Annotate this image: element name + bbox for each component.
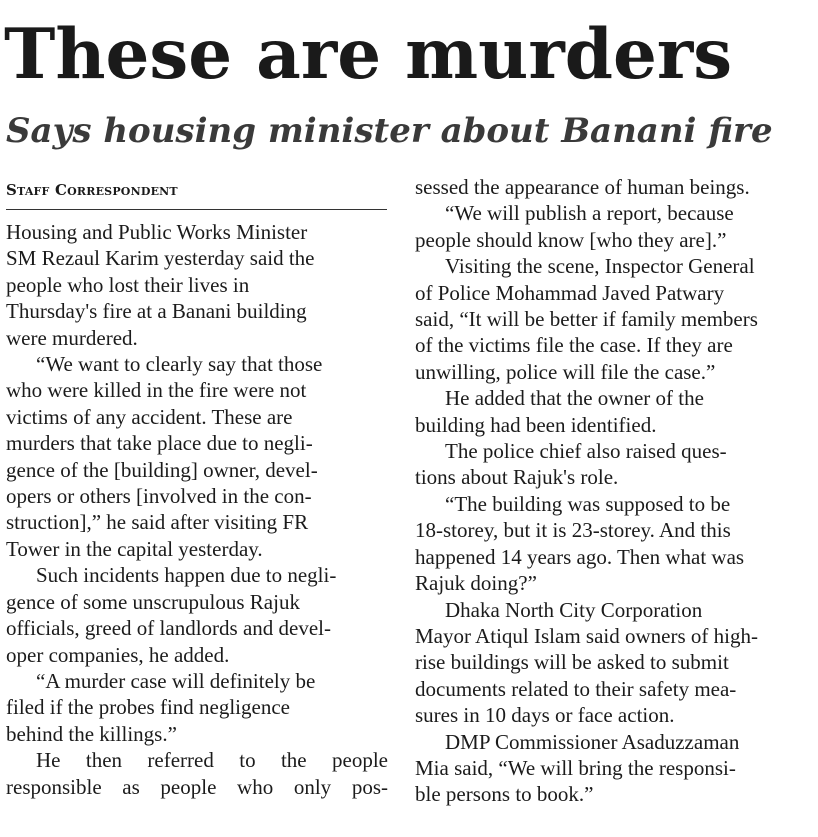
text-line: He added that the owner of the (445, 386, 704, 411)
paragraph (6, 668, 388, 747)
paragraph (6, 747, 388, 800)
text-line: DMP Commissioner Asaduzzaman (445, 729, 740, 754)
text-line: filed if the probes find negligence (6, 695, 290, 720)
paragraph (6, 219, 388, 351)
paragraph (415, 491, 800, 597)
text-line: sessed the appearance of human beings. (415, 175, 750, 199)
text-line: who were killed in the fire were not (6, 378, 307, 403)
text-line: “We want to clearly say that those (36, 352, 323, 377)
text-line: gence of the [building] owner, devel- (6, 457, 318, 482)
text-line: The police chief also raised ques- (445, 439, 727, 464)
paragraph (415, 200, 800, 253)
text-line: responsible as people who only pos- (6, 774, 388, 799)
text-line: oper companies, he added. (6, 642, 230, 667)
paragraph (415, 729, 800, 808)
text-line: Dhaka North City Corporation (445, 597, 703, 622)
article-column-right (415, 174, 800, 808)
text-line: He then referred to the people (36, 748, 388, 773)
text-line: Thursday's fire at a Banani building (6, 299, 307, 324)
text-line: murders that take place due to negli- (6, 431, 313, 456)
text-line: Housing and Public Works Minister (6, 220, 308, 244)
text-line: happened 14 years ago. Then what was (415, 544, 745, 569)
text-line: people who lost their lives in (6, 272, 250, 297)
text-line: Rajuk doing?” (415, 571, 537, 596)
text-line: Visiting the scene, Inspector General (445, 254, 755, 279)
text-line: SM Rezaul Karim yesterday said the (6, 246, 315, 271)
text-line: victims of any accident. These are (6, 404, 293, 429)
text-line: opers or others [involved in the con- (6, 484, 312, 509)
paragraph (415, 174, 800, 200)
byline: Staff Correspondent (6, 181, 178, 199)
text-line: rise buildings will be asked to submit (415, 650, 729, 675)
text-line: behind the killings.” (6, 721, 177, 746)
text-line: Such incidents happen due to negli- (36, 563, 337, 588)
paragraph (415, 385, 800, 438)
paragraph (6, 351, 388, 562)
text-line: officials, greed of landlords and devel- (6, 616, 331, 641)
text-line: Tower in the capital yesterday. (6, 536, 263, 561)
paragraph (6, 562, 388, 668)
text-line: 18-storey, but it is 23-storey. And this (415, 518, 731, 543)
paragraph (415, 253, 800, 385)
subheadline: Says housing minister about Banani fire (6, 111, 773, 151)
article-column-left (6, 219, 388, 800)
text-line: building had been identified. (415, 412, 657, 437)
paragraph (415, 438, 800, 491)
text-line: said, “It will be better if family members (415, 307, 758, 332)
text-line: ble persons to book.” (415, 782, 594, 807)
text-line: documents related to their safety mea- (415, 676, 737, 701)
text-line: Mayor Atiqul Islam said owners of high- (415, 623, 758, 648)
text-line: “We will publish a report, because (445, 201, 734, 226)
text-line: “A murder case will definitely be (36, 668, 316, 693)
text-line: “The building was supposed to be (445, 491, 731, 516)
headline: These are murders (4, 14, 733, 95)
text-line: were murdered. (6, 325, 138, 350)
text-line: Mia said, “We will bring the responsi- (415, 755, 736, 780)
text-line: gence of some unscrupulous Rajuk (6, 589, 300, 614)
text-line: people should know [who they are].” (415, 227, 727, 252)
text-line: of Police Mohammad Javed Patwary (415, 280, 725, 305)
text-line: of the victims file the case. If they are (415, 333, 733, 358)
text-line: sures in 10 days or face action. (415, 703, 675, 728)
text-line: tions about Rajuk's role. (415, 465, 619, 490)
text-line: unwilling, police will file the case.” (415, 359, 716, 384)
paragraph (415, 597, 800, 729)
text-line: struction],” he said after visiting FR (6, 510, 309, 535)
byline-divider (6, 209, 387, 210)
